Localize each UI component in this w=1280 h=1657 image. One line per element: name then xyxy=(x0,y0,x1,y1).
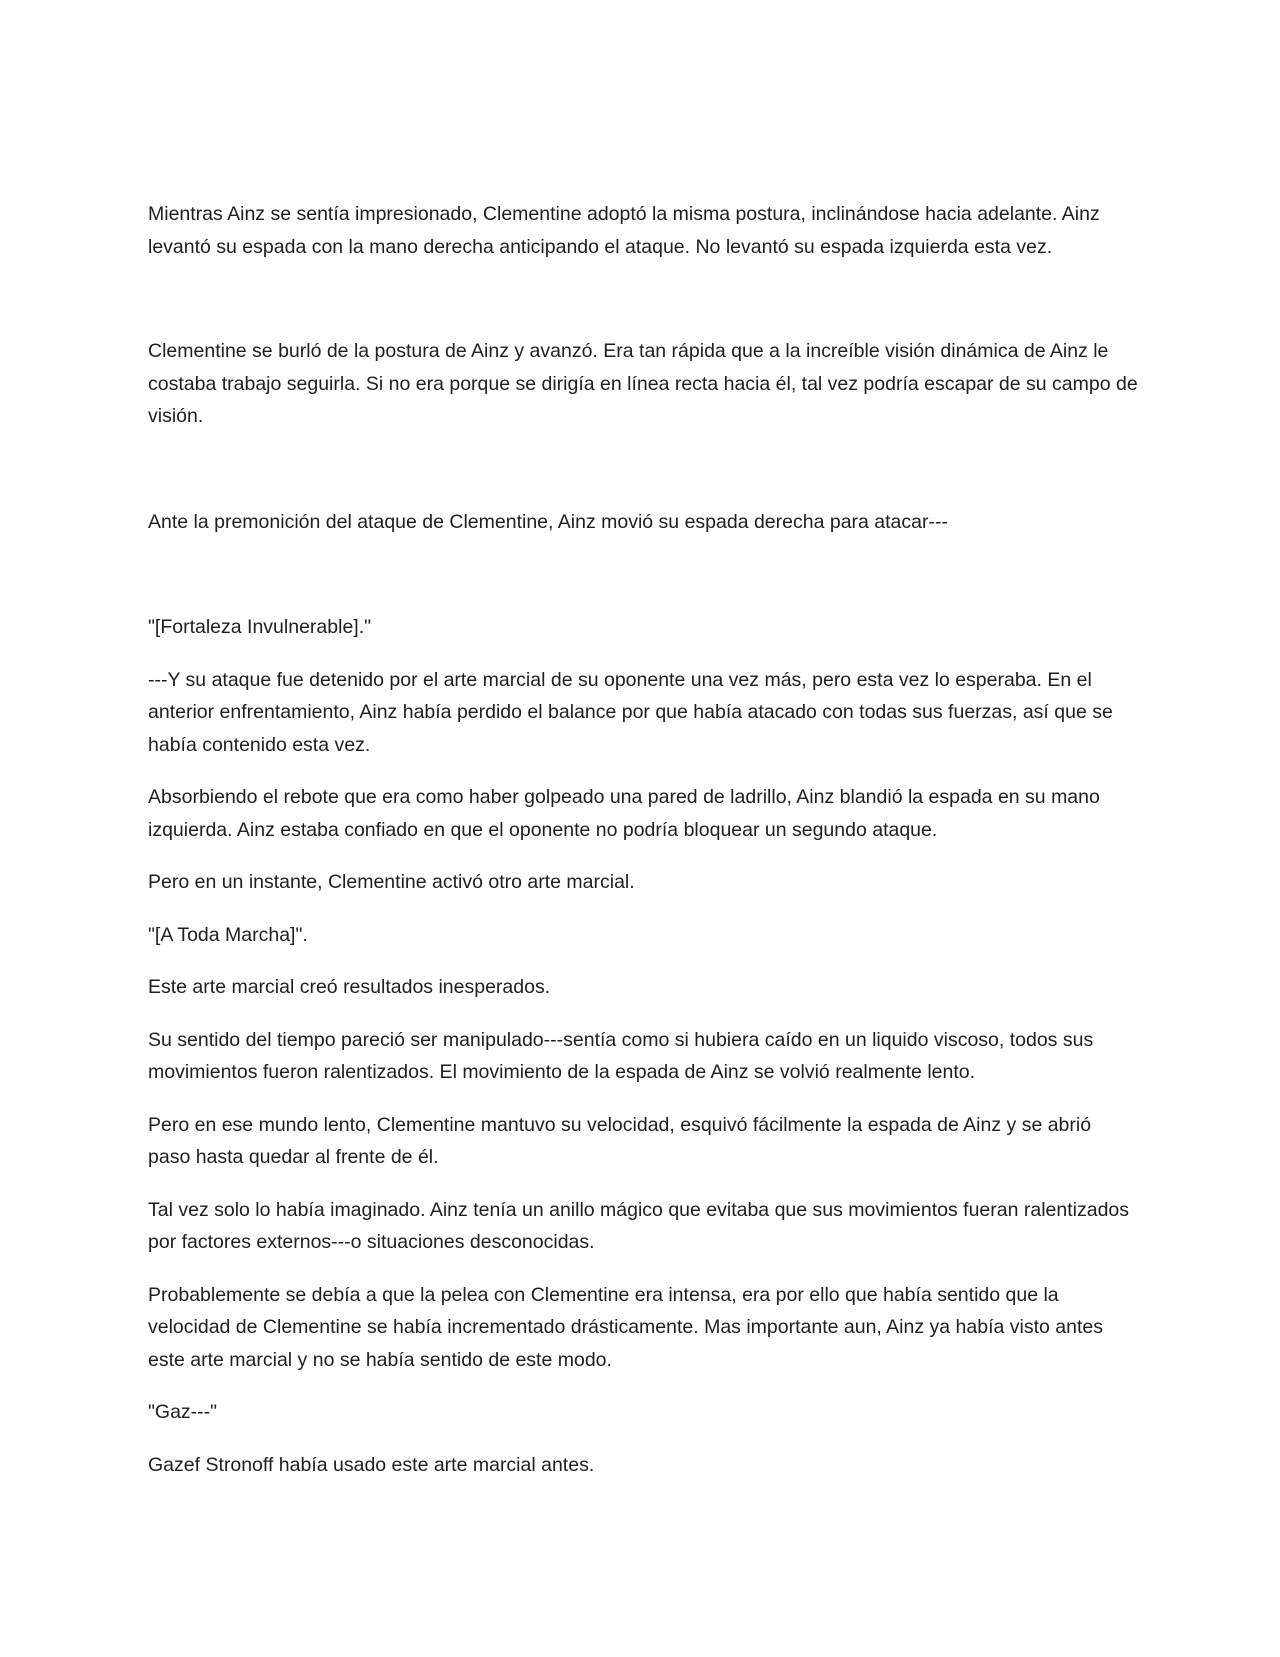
paragraph: Gazef Stronoff había usado este arte marcial antes. xyxy=(148,1453,595,1476)
dialogue-line: "[A Toda Marcha]". xyxy=(148,923,308,946)
paragraph: Probablemente se debía a que la pelea con Clementine era intensa, era por ello que había sentido que la velocidad de Clementine se había incrementado drásticamente. Mas importante aun, Ainz ya había visto antes este arte marcial y no se había sentido de este modo. xyxy=(148,1283,1103,1371)
paragraph: Pero en ese mundo lento, Clementine mantuvo su velocidad, esquivó fácilmente la espada de Ainz y se abrió paso hasta quedar al frente de él. xyxy=(148,1113,1092,1168)
document-body xyxy=(148,198,1138,1481)
paragraph: Absorbiendo el rebote que era como haber golpeado una pared de ladrillo, Ainz blandió la espada en su mano izquierda. Ainz estaba confiado en que el oponente no podría bloquear un segundo ataque. xyxy=(148,786,1100,841)
dialogue-line: "Gaz---" xyxy=(148,1401,218,1423)
paragraph: Mientras Ainz se sentía impresionado, Clementine adoptó la misma postura, inclinándose hacia adelante. Ainz levantó su espada con la mano derecha anticipando el ataque. No levantó su espada izquierda esta vez. xyxy=(148,203,1100,258)
paragraph: Ante la premonición del ataque de Clementine, Ainz movió su espada derecha para atacar--- xyxy=(148,510,948,533)
paragraph: Pero en un instante, Clementine activó otro arte marcial. xyxy=(148,871,635,893)
paragraph: Este arte marcial creó resultados inesperados. xyxy=(148,976,551,998)
paragraph: Clementine se burló de la postura de Ainz y avanzó. Era tan rápida que a la increíble visión dinámica de Ainz le costaba trabajo seguirla. Si no era porque se dirigía en línea recta hacia él, tal vez podría escapar de su campo de visión. xyxy=(148,340,1138,427)
paragraph: ---Y su ataque fue detenido por el arte marcial de su oponente una vez más, pero esta vez lo esperaba. En el anterior enfrentamiento, Ainz había perdido el balance por que había atacado con todas sus fuerzas, así que se había contenido esta vez. xyxy=(148,668,1113,756)
paragraph: Tal vez solo lo había imaginado. Ainz tenía un anillo mágico que evitaba que sus movimientos fueran ralentizados por factores externos---o situaciones desconocidas. xyxy=(148,1198,1130,1253)
paragraph: Su sentido del tiempo pareció ser manipulado---sentía como si hubiera caído en un liquido viscoso, todos sus movimientos fueron ralentizados. El movimiento de la espada de Ainz se volvió realmente lento. xyxy=(148,1028,1094,1083)
dialogue-line: "[Fortaleza Invulnerable]." xyxy=(148,616,372,638)
